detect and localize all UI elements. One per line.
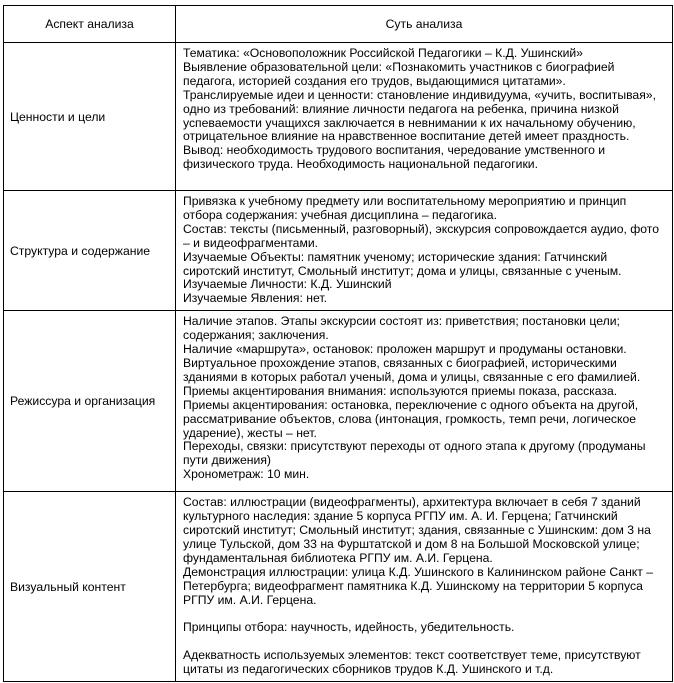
essence-line: Демонстрация иллюстрации: улица К.Д. Ушинского в Калининском районе Санкт – Петербурга; видеофрагмент памятника К.Д. Ушинскому на территории 5 корпуса РГПУ им. А.И. Герцена.: [183, 564, 654, 607]
essence-line: Привязка к учебному предмету или воспитательному мероприятию и принцип отбора содержания: учебная дисциплина – педагогика.: [183, 194, 627, 222]
header-essence: Суть анализа: [176, 6, 673, 43]
essence-line: Вывод: необходимость трудового воспитания, чередование умственного и физического труда. Необходимость национальной педагогики.: [183, 143, 606, 172]
aspect-cell: Ценности и цели: [4, 43, 176, 191]
essence-line: Выявление образовательной цели: «Познакомить участников с биографией педагога, историей создания его трудов, выдающимися цитатами».: [183, 59, 615, 88]
aspect-cell: Структура и содержание: [4, 191, 176, 311]
essence-cell: [176, 311, 673, 492]
essence-line: Хронометраж: 10 мин.: [183, 467, 310, 482]
essence-line: Наличие этапов. Этапы экскурсии состоят из: приветствия; постановки цели; содержания; заключения.: [183, 314, 620, 343]
table-row-visual-content: [4, 492, 673, 682]
essence-line: Адекватность используемых элементов: текст соответствует теме, присутствуют цитаты из педагогических сборников трудов К.Д. Ушинского и т.д.: [183, 648, 641, 677]
essence-line: Состав: иллюстрации (видеофрагменты), архитектура включает в себя 7 зданий культурного наследия: здание 5 корпуса РГПУ им. А. И. Герцена; Гатчинский сиротский институт; Смольный институт; здания, связанные с Ушинским: дом 3 на улице Тульской, дом 33 на Фурштатской и дом 8 на Большой Московской улице; фундаментальная библиотека РГПУ им. А.И. Герцена.: [183, 495, 651, 565]
essence-line: Приемы акцентирования внимания: используются приемы показа, рассказа. Приемы акцентирования: остановка, переключение с одного объекта на другой, рассматривание объектов, слова (интонация, громкость, темп речи, логическое ударение), жесты – нет.: [183, 383, 639, 440]
essence-line: Изучаемые Объекты: памятник ученому; исторические здания: Гатчинский сиротский институт, Смольный институт; дома и улицы, связанные с ученым.: [183, 249, 622, 278]
blank-line: [183, 608, 666, 622]
aspect-cell: Режиссура и организация: [4, 311, 176, 492]
essence-cell: [176, 492, 673, 682]
aspect-cell: Визуальный контент: [4, 492, 176, 682]
header-row: [4, 6, 673, 43]
essence-line: Изучаемые Явления: нет.: [183, 291, 328, 306]
analysis-table: [3, 5, 673, 682]
header-aspect: Аспект анализа: [4, 6, 176, 43]
essence-line: Изучаемые Личности: К.Д. Ушинский: [183, 277, 392, 292]
essence-line: Переходы, связки: присутствуют переходы от одного этапа к другому (продуманы пути движения): [183, 439, 646, 468]
essence-line: Наличие «маршрута», остановок: проложен маршрут и продуманы остановки. Виртуальное прохождение этапов, связанных с биографией, историческими зданиями в которых работал ученый, дома и улицы, связанные с его фамилией.: [183, 342, 641, 384]
table-row-values-goals: [4, 43, 673, 191]
essence-line: Состав: тексты (письменный, разговорный), экскурсия сопровождается аудио, фото – и видеофрагментами.: [183, 221, 660, 250]
essence-line: Транслируемые идеи и ценности: становление индивидуума, «учить, воспитывая», одно из требований: влияние личности педагога на ребенка, причина низкой успеваемости учащихся заключается в невнимании к их начальному обучению, отрицательное влияние на нравственное воспитание детей имеет праздность.: [183, 87, 656, 144]
table-row-structure-content: [4, 191, 673, 311]
essence-line: Тематика: «Основоположник Российской Педагогики – К.Д. Ушинский»: [183, 46, 583, 60]
table-row-direction-organization: [4, 311, 673, 492]
blank-line: [183, 635, 666, 649]
essence-cell: [176, 43, 673, 191]
essence-cell: [176, 191, 673, 311]
essence-line: Принципы отбора: научность, идейность, убедительность.: [183, 620, 515, 635]
